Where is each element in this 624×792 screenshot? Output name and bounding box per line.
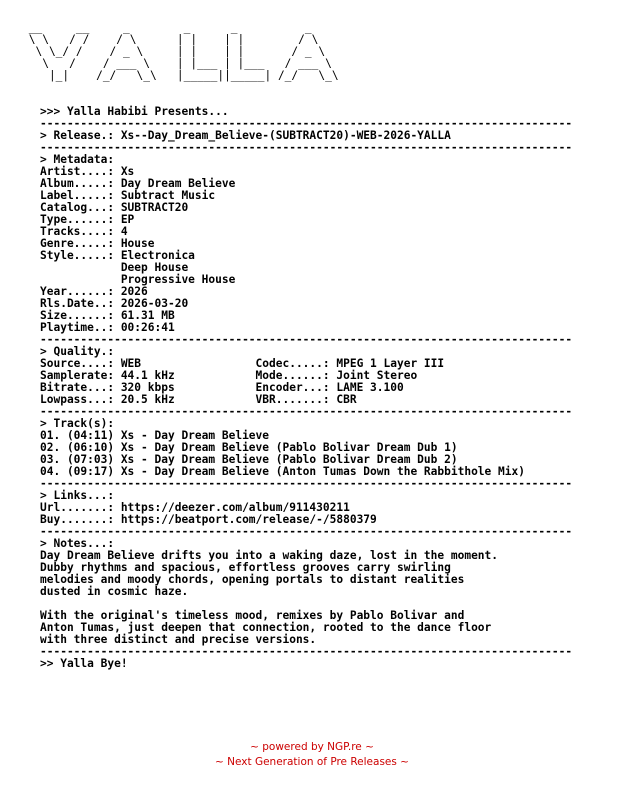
nfo-document [22, 21, 573, 670]
footer-tagline: ~ Next Generation of Pre Releases ~ [215, 756, 409, 768]
yalla-ascii-logo: __ __ _ _ _ _ \ \ / / / \ | | | | / \ \ \_/ / / _ \ | | | | / _ \ \ / / ___ \ | |___ | |___ / ___ \ |_| /_/ \_\ |_____||_____| /_/ \_\ [28, 21, 339, 82]
release-info-text: >>> Yalla Habibi Presents... ------------------------------------------------------------------------------- > Release.: Xs--Day_Dream_Believe-(SUBTRACT20)-WEB-2026-YALLA ------------------------------------------------------------------------------- > Metadata: Artist....: Xs Album.....: Day Dream Believe Label.....: Subtract Music Catalog...: SUBTRACT20 Type......: EP Tracks....: 4 Genre.....: House Style.....: Electronica Deep House Progressive House Year......: 2026 Rls.Date..: 2026-03-20 Size......: 61.31 MB Playtime..: 00:26:41 ------------------------------------------------------------------------------- > Quality.: Source....: WEB Codec.....: MPEG 1 Layer III Samplerate: 44.1 kHz Mode......: Joint Stereo Bitrate...: 320 kbps Encoder...: LAME 3.100 Lowpass...: 20.5 kHz VBR.......: CBR ------------------------------------------------------------------------------- > Track(s): 01. (04:11) Xs - Day Dream Believe 02. (06:10) Xs - Day Dream Believe (Pablo Bolivar Dream Dub 1) 03. (07:03) Xs - Day Dream Believe (Pablo Bolivar Dream Dub 2) 04. (09:17) Xs - Day Dream Believe (Anton Tumas Down the Rabbithole Mix) ------------------------------------------------------------------------------- > Links...: Url.......: https://deezer.com/album/911430211 Buy.......: https://beatport.com/release/-/5880379 ------------------------------------------------------------------------------- > Notes...: Day Dream Believe drifts you into a waking daze, lost in the moment. Dubby rhythms and spacious, effortless grooves carry swirling melodies and moody chords, opening portals to distant realities dusted in cosmic haze. With the original's timeless mood, remixes by Pablo Bolivar and Anton Tumas, just deepen that connection, rooted to the dance floor with three distinct and precise versions. ------------------------------------------------------------------------------- >> Yalla Bye! [40, 105, 573, 670]
footer [0, 740, 624, 770]
footer-powered-by: ~ powered by NGP.re ~ [250, 741, 374, 753]
